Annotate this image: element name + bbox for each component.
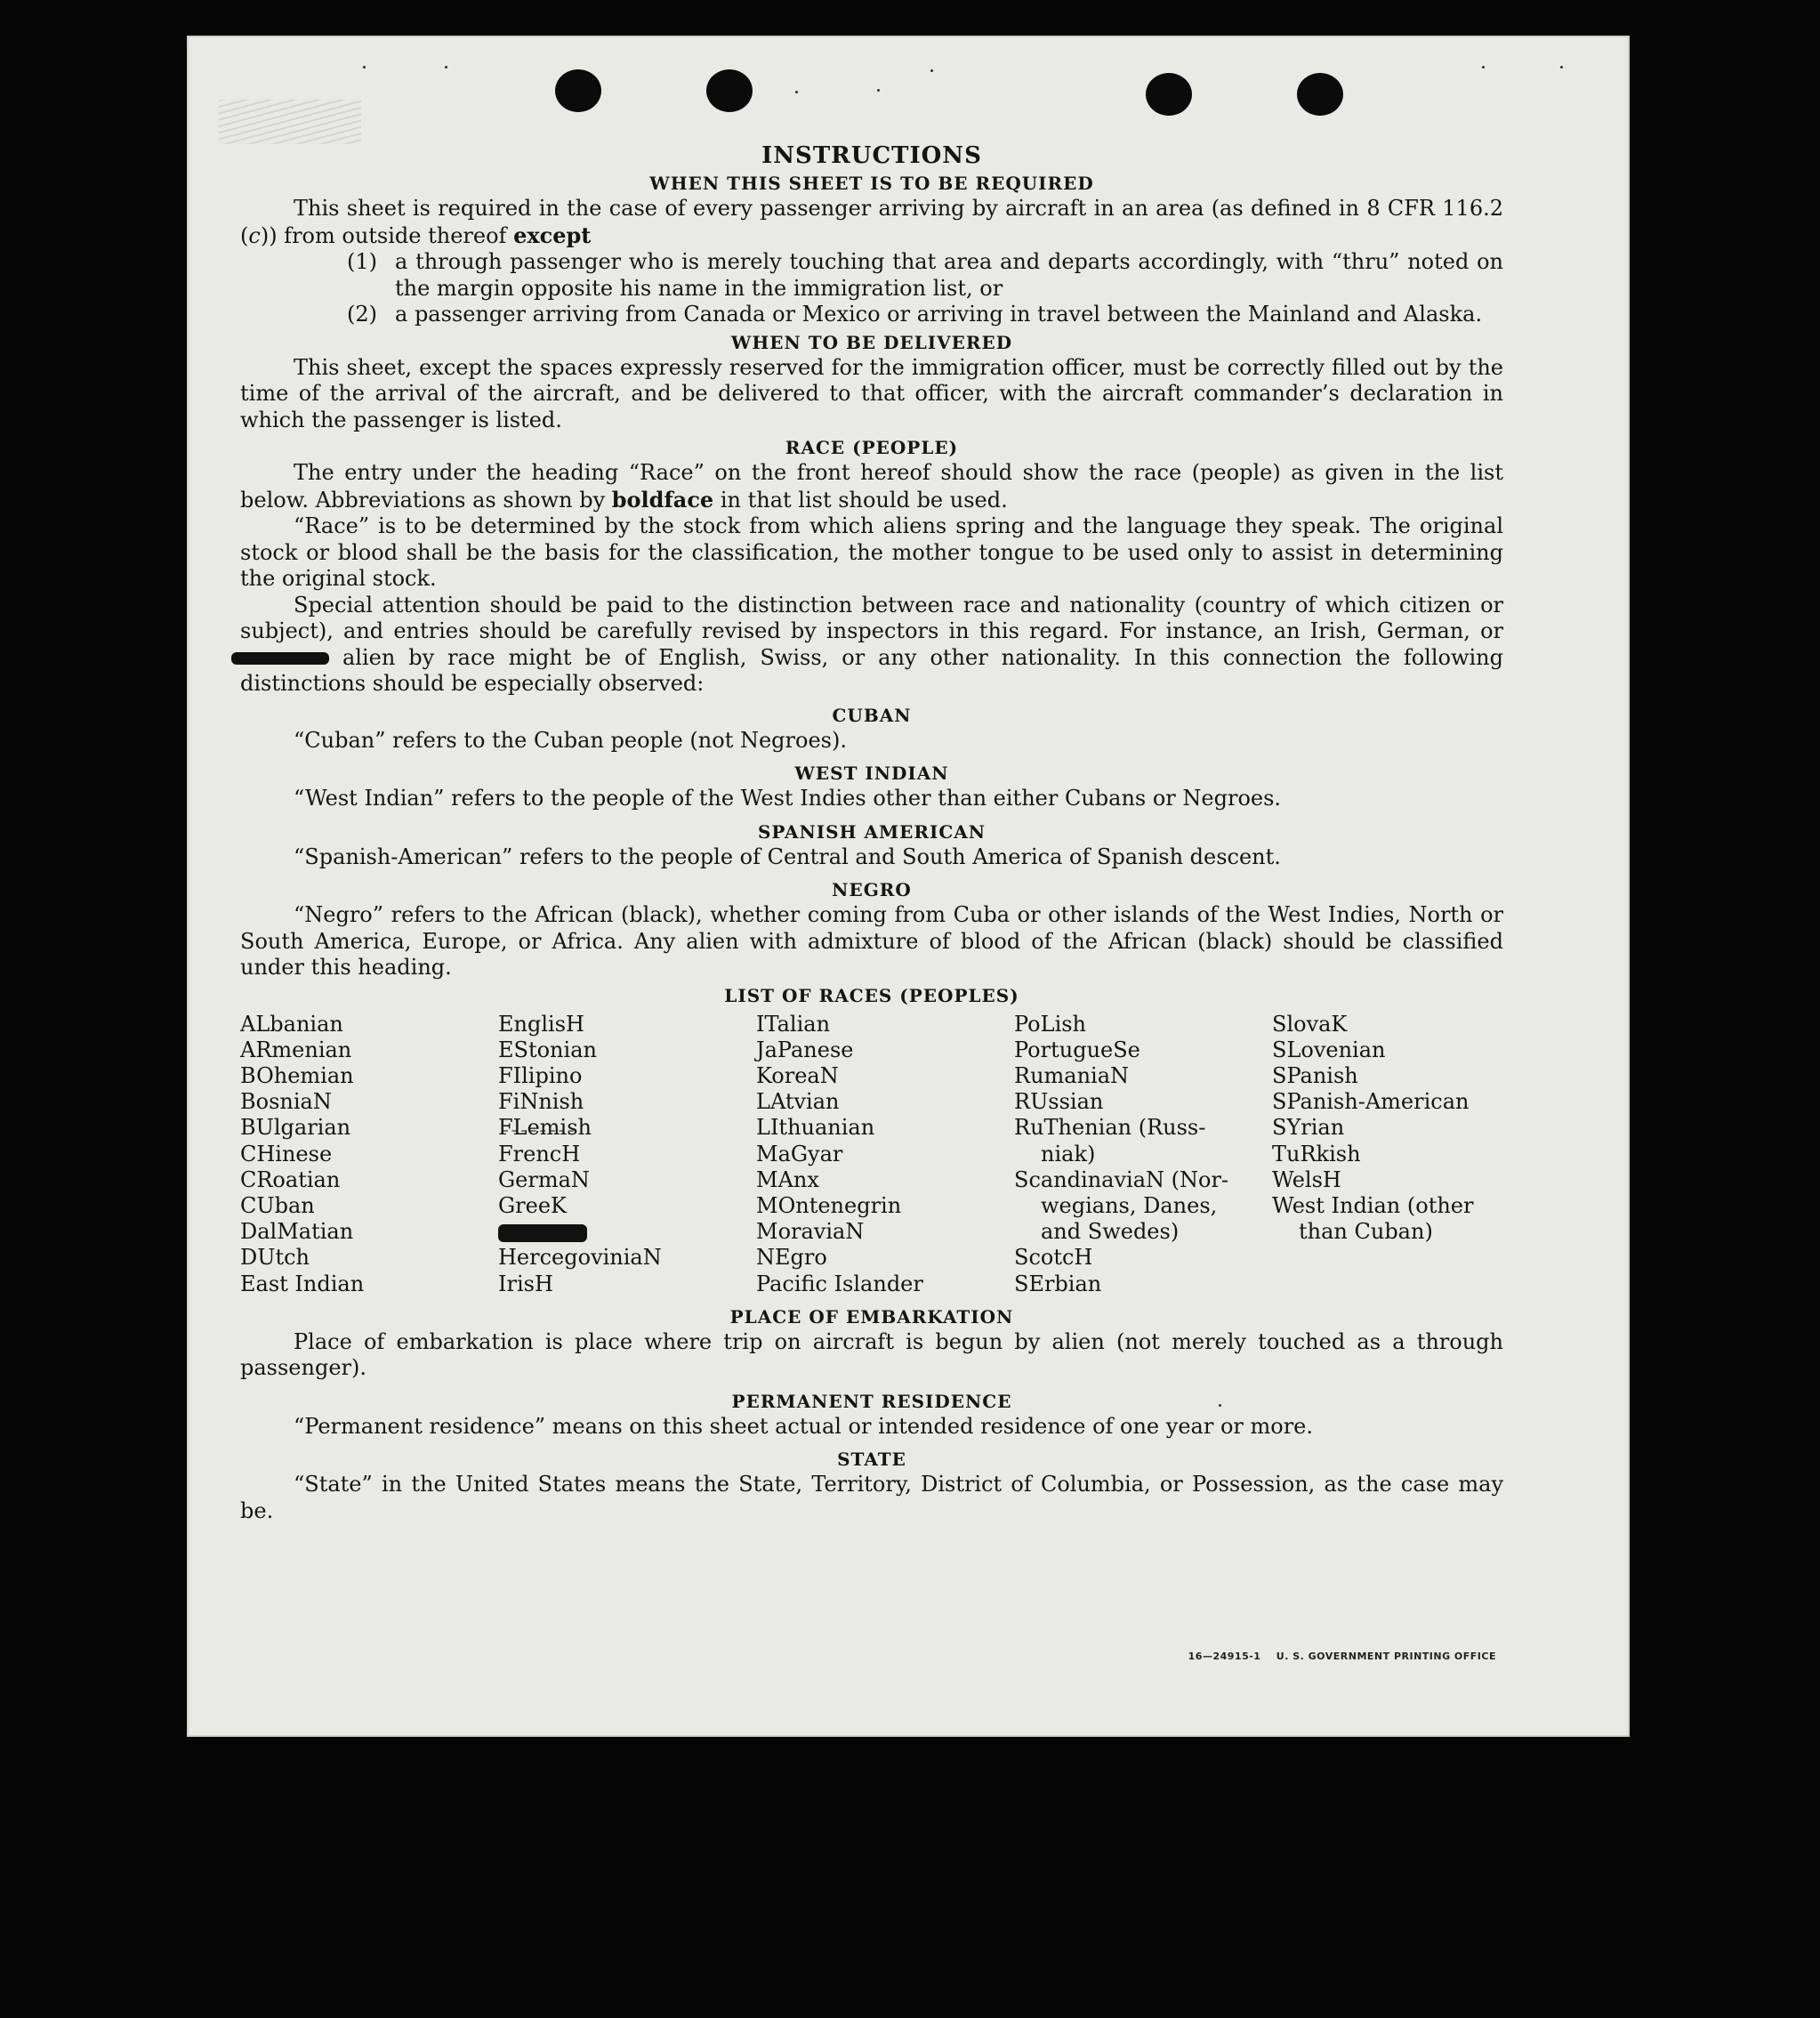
- race-item: GermaN: [498, 1166, 590, 1192]
- races-column-3: [756, 1012, 1014, 1297]
- faded-stamp: [219, 100, 361, 144]
- printer-imprint: [1188, 1651, 1496, 1662]
- race-item-redacted: [498, 1219, 756, 1245]
- instructions-body: [240, 142, 1503, 1524]
- race-item: RUssian: [1014, 1089, 1104, 1115]
- race-item: ITalian: [756, 1011, 831, 1037]
- delivered-text: This sheet, except the spaces expressly reserved for the immigration officer, must be correctly filled out by the time of the arrival of the aircraft, and be delivered to that officer, with the aircraft commander’s declaration in which the passenger is listed.: [240, 354, 1503, 432]
- race-item: LIthuanian: [756, 1115, 875, 1141]
- section-heading-residence: PERMANENT RESIDENCE: [731, 1390, 1012, 1412]
- race-item: DUtch: [240, 1245, 310, 1271]
- spanish-american-text: “Spanish-American” refers to the people of Central and South America of Spanish descent.: [294, 844, 1281, 869]
- punch-hole: [1146, 73, 1192, 116]
- section-heading-required: WHEN THIS SHEET IS TO BE REQUIRED: [649, 173, 1094, 194]
- race-item: MOntenegrin: [756, 1192, 902, 1218]
- embarkation-text: Place of embarkation is place where trip on aircraft is begun by alien (not merely touched as a through passenger).: [240, 1328, 1503, 1381]
- residence-text: “Permanent residence” means on this sheet actual or intended residence of one year or more.: [294, 1413, 1313, 1439]
- race-item: GreeK: [498, 1192, 567, 1218]
- race-item: West Indian (other: [1272, 1192, 1474, 1218]
- section-heading-spanish-american: SPANISH AMERICAN: [757, 820, 987, 843]
- races-table: [240, 1012, 1503, 1297]
- state-text: “State” in the United States means the State, Territory, District of Columbia, or Possession, as the case may be.: [240, 1472, 1503, 1523]
- race-item: HercegoviniaN: [498, 1245, 662, 1271]
- race-item: DalMatian: [240, 1219, 354, 1245]
- race-item: IrisH: [498, 1271, 553, 1296]
- race-item: CHinese: [240, 1141, 333, 1166]
- race-paragraph-3: Special attention should be paid to the distinction between race and nationality (country of which citizen or subject), and entries should be carefully revised by inspectors in this regard. For instance, an Irish, German, or alien by race might be of English, Swiss, or any other nationality. In this connection the following distinctions should be especially observed:: [240, 593, 1503, 698]
- race-paragraph-1: The entry under the heading “Race” on the front hereof should show the race (people) as given in the list below. Abbreviations as shown by boldface in that list should be used.: [240, 460, 1503, 513]
- punch-hole: [706, 69, 753, 112]
- race-item: RuThenian (Russ-: [1014, 1115, 1206, 1141]
- race-item: SPanish-American: [1272, 1089, 1470, 1115]
- section-heading-state: STATE: [837, 1449, 906, 1471]
- required-intro: This sheet is required in the case of every passenger arriving by aircraft in an area (as defined in 8 CFR 116.2 (c)) from outside thereof except: [240, 196, 1503, 248]
- exception-item-2: (2) a passenger arriving from Canada or Mexico or arriving in travel between the Mainland and Alaska.: [347, 302, 1483, 327]
- race-item: ALbanian: [240, 1011, 343, 1037]
- race-item: WelsH: [1272, 1166, 1341, 1192]
- race-item: SErbian: [1014, 1271, 1102, 1296]
- west-indian-text: “West Indian” refers to the people of the West Indies other than either Cubans or Negroes.: [294, 786, 1282, 811]
- races-column-5: [1272, 1012, 1530, 1297]
- section-heading-race: RACE (PEOPLE): [785, 437, 959, 458]
- race-item: BOhemian: [240, 1062, 354, 1088]
- exception-item-1: (1) a through passenger who is merely touching that area and departs accordingly, with “thru” noted on the margin opposite his name in the immigration list, or: [347, 249, 1503, 301]
- race-item: TuRkish: [1272, 1141, 1361, 1166]
- redaction-mark: [231, 652, 329, 665]
- race-item: SYrian: [1272, 1115, 1345, 1141]
- race-item: FrencH: [498, 1141, 581, 1166]
- race-item: PoLish: [1014, 1011, 1087, 1037]
- race-item: BUlgarian: [240, 1115, 351, 1141]
- printer-name: U. S. GOVERNMENT PRINTING OFFICE: [1276, 1651, 1496, 1662]
- race-item: FiNnish: [498, 1089, 584, 1115]
- section-heading-embarkation: PLACE OF EMBARKATION: [729, 1305, 1014, 1328]
- race-item: and Swedes): [1041, 1219, 1180, 1245]
- race-item: SPanish: [1272, 1062, 1358, 1088]
- punch-hole: [555, 69, 601, 112]
- race-item: NEgro: [756, 1245, 827, 1271]
- race-item: Pacific Islander: [756, 1271, 923, 1296]
- section-heading-west-indian: WEST INDIAN: [794, 763, 949, 784]
- race-item: East Indian: [240, 1271, 365, 1296]
- race-item: BosniaN: [240, 1089, 332, 1115]
- race-item: SlovaK: [1272, 1011, 1348, 1037]
- form-number: 16—24915-1: [1188, 1651, 1261, 1662]
- race-item: MoraviaN: [756, 1219, 865, 1245]
- race-item: RumaniaN: [1014, 1062, 1130, 1088]
- race-item: MaGyar: [756, 1141, 843, 1166]
- race-paragraph-2: “Race” is to be determined by the stock from which aliens spring and the language they speak. The original stock or blood shall be the basis for the classification, the mother tongue to be used only to assist in determining the original stock.: [240, 513, 1503, 591]
- cuban-text: “Cuban” refers to the Cuban people (not Negroes).: [294, 727, 847, 753]
- races-column-1: [240, 1012, 498, 1297]
- list-of-races-heading: LIST OF RACES (PEOPLES): [724, 984, 1019, 1006]
- race-item: KoreaN: [756, 1062, 839, 1088]
- document-sheet: [187, 36, 1630, 1737]
- race-item: CUban: [240, 1192, 315, 1218]
- race-item: wegians, Danes,: [1041, 1192, 1218, 1218]
- race-item: ScandinaviaN (Nor-: [1014, 1166, 1229, 1192]
- race-item: MAnx: [756, 1166, 819, 1192]
- race-item: SLovenian: [1272, 1037, 1386, 1062]
- race-item: EnglisH: [498, 1011, 584, 1037]
- race-item: ScotcH: [1014, 1245, 1093, 1271]
- races-column-4: [1014, 1012, 1272, 1297]
- races-column-2: [498, 1012, 756, 1297]
- page-title: INSTRUCTIONS: [761, 142, 982, 169]
- race-item: CRoatian: [240, 1166, 341, 1192]
- race-item: niak): [1041, 1141, 1096, 1166]
- race-item: ARmenian: [240, 1037, 352, 1062]
- redaction-mark: [498, 1224, 587, 1242]
- section-heading-delivered: WHEN TO BE DELIVERED: [730, 331, 1013, 353]
- race-item: LAtvian: [756, 1089, 840, 1115]
- race-item: PortugueSe: [1014, 1037, 1140, 1062]
- section-heading-negro: NEGRO: [832, 879, 912, 900]
- race-item: JaPanese: [756, 1037, 854, 1062]
- section-heading-cuban: CUBAN: [832, 704, 912, 726]
- race-item: FLemish: [498, 1115, 592, 1141]
- negro-text: “Negro” refers to the African (black), whether coming from Cuba or other islands of the West Indies, North or South America, Europe, or Africa. Any alien with admixture of blood of the African (black) should be classified under this heading.: [240, 902, 1503, 980]
- punch-hole: [1297, 73, 1343, 116]
- race-item: than Cuban): [1299, 1219, 1433, 1245]
- race-item: FIlipino: [498, 1062, 583, 1088]
- race-item: EStonian: [498, 1037, 597, 1062]
